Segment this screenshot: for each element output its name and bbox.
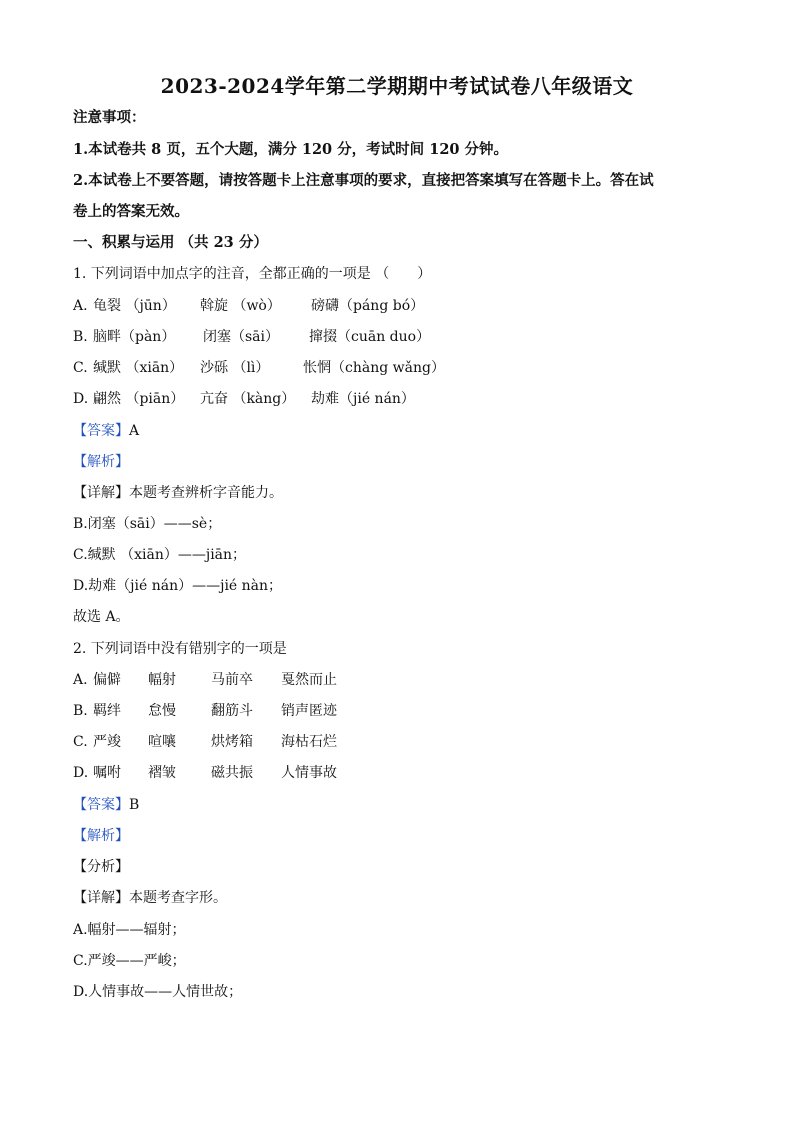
q1-detail-line [73, 483, 283, 503]
page-title: 2023-2024学年第二学期期中考试试卷八年级语文 [160, 74, 634, 98]
q1-stem: 1. 下列词语中加点字的注音，全都正确的一项是 （ ） [73, 266, 432, 282]
q2-option-label: B. [73, 703, 88, 719]
notice-item-2-line-1: 2.本试卷上不要答题，请按答题卡上注意事项的要求，直接把答案填写在答题卡上。答在试 [73, 172, 654, 189]
q1-answer-line [73, 421, 139, 441]
q2-analysis-tag: 【解析】 [73, 828, 129, 844]
q2-option-item: 喧嚷 [148, 734, 176, 750]
q1-conclusion: 故选 A。 [73, 609, 130, 625]
q2-option-item: 褶皱 [148, 765, 176, 781]
q1-option-label: D. [73, 391, 89, 407]
q2-option-item: 戛然而止 [281, 672, 337, 688]
q1-option-label: B. [73, 329, 88, 345]
q2-correction-d: D.人情事故——人情世故； [73, 984, 243, 1000]
q1-option-item: 缄默 （xiān） [93, 360, 184, 376]
q1-option-item: 沙砾 （lì） [200, 360, 270, 376]
q1-correction-b: B.闭塞（sāi）——sè； [73, 516, 222, 532]
q1-option-item: 劫难（jié nán） [311, 391, 415, 407]
q1-option-item: 斡旋 （wò） [200, 298, 281, 314]
q1-option-item: 翩然 （piān） [93, 391, 185, 407]
q2-option-item: 怠慢 [148, 703, 176, 719]
q2-option-item: 销声匿迹 [281, 703, 337, 719]
q1-option-item: 龟裂 （jūn） [93, 298, 176, 314]
q1-option-item: 怅惘（chàng wǎng） [303, 360, 445, 376]
q1-correction-d: D.劫难（jié nán）——jié nàn； [73, 578, 283, 594]
q1-detail: 本题考查辨析字音能力。 [129, 485, 283, 501]
answer-tag: 【答案】 [73, 797, 129, 813]
q2-correction-a: A.幅射——辐射； [73, 922, 186, 938]
q1-analysis-tag: 【解析】 [73, 454, 129, 470]
q2-option-label: D. [73, 765, 89, 781]
q1-option-item: 磅礴（páng bó） [311, 298, 425, 314]
q2-option-item: 羁绊 [93, 703, 121, 719]
q1-option-item: 亢奋 （kàng） [200, 391, 296, 407]
q2-option-item: 翻筋斗 [211, 703, 253, 719]
q2-fenxi-tag: 【分析】 [73, 859, 129, 875]
q2-option-item: 海枯石烂 [281, 734, 337, 750]
detail-tag: 【详解】 [73, 485, 129, 501]
q2-answer: B [129, 797, 140, 813]
notice-item-2-line-2: 卷上的答案无效。 [73, 203, 189, 220]
q1-option-label: A. [73, 298, 88, 314]
q2-detail-line [73, 888, 227, 908]
q2-option-item: 人情事故 [281, 765, 337, 781]
q1-option-item: 撺掇（cuān duo） [309, 329, 431, 345]
section-1-heading: 一、积累与运用 （共 23 分） [73, 234, 268, 251]
q1-correction-c: C.缄默 （xiān）——jiān； [73, 547, 247, 563]
q2-option-item: 烘烤箱 [211, 734, 253, 750]
q2-option-item: 严竣 [93, 734, 121, 750]
q1-option-item: 闭塞（sāi） [203, 329, 280, 345]
q1-answer: A [129, 423, 140, 439]
q2-option-label: A. [73, 672, 88, 688]
q2-correction-c: C.严竣——严峻； [73, 953, 186, 969]
detail-tag: 【详解】 [73, 890, 129, 906]
q2-detail: 本题考查字形。 [129, 890, 227, 906]
q2-option-item: 马前卒 [211, 672, 253, 688]
q1-option-label: C. [73, 360, 88, 376]
q2-option-item: 磁共振 [211, 765, 253, 781]
q2-option-item: 幅射 [148, 672, 176, 688]
q1-option-item: 脑畔（pàn） [93, 329, 176, 345]
q2-option-item: 嘱咐 [93, 765, 121, 781]
q2-option-item: 偏僻 [93, 672, 121, 688]
notice-heading: 注意事项： [73, 109, 146, 126]
q2-stem: 2. 下列词语中没有错别字的一项是 [73, 641, 287, 657]
q2-option-label: C. [73, 734, 88, 750]
notice-item-1: 1.本试卷共 8 页，五个大题，满分 120 分，考试时间 120 分钟。 [73, 141, 509, 158]
q2-answer-line [73, 795, 139, 815]
answer-tag: 【答案】 [73, 423, 129, 439]
